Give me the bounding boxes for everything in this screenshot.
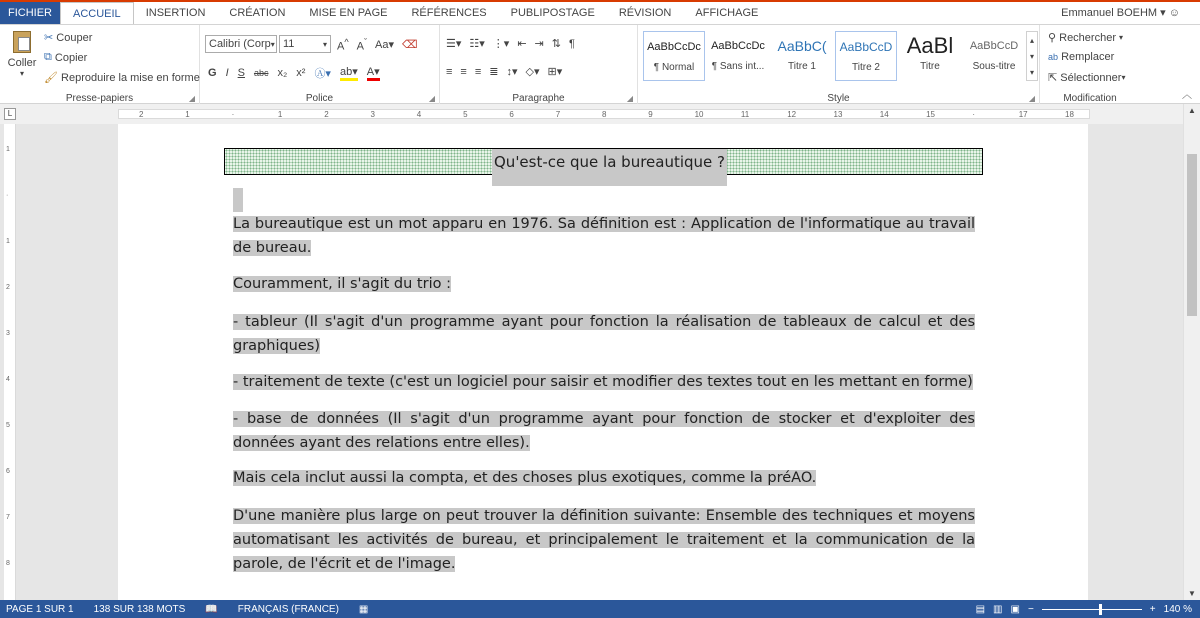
smiley-icon: ☺ xyxy=(1168,7,1180,19)
select-button[interactable] xyxy=(1048,71,1125,84)
tab-layout[interactable]: MISE EN PAGE xyxy=(309,7,388,19)
tab-references[interactable]: RÉFÉRENCES xyxy=(411,7,487,19)
style-sample: AaBbCcDc xyxy=(647,41,701,53)
group-styles xyxy=(638,25,1040,105)
copy-icon: ⧉ xyxy=(44,51,52,63)
tab-design[interactable]: CRÉATION xyxy=(229,7,286,19)
style-name: Titre 2 xyxy=(852,62,880,73)
vruler-tick-label: 5 xyxy=(6,422,10,429)
ruler-strip[interactable] xyxy=(118,109,1090,119)
tab-insert[interactable]: INSERTION xyxy=(145,7,206,19)
text-effects-icon[interactable]: Ⓐ▾ xyxy=(314,68,331,80)
editing-group-label: Modification xyxy=(1063,93,1117,104)
ruler-tick-label: 15 xyxy=(926,110,935,119)
chevron-down-icon: ▾ xyxy=(1119,33,1124,42)
ruler-tick-label: 9 xyxy=(648,110,653,119)
format-painter-button[interactable] xyxy=(44,71,200,84)
paragraph-5[interactable] xyxy=(233,407,975,455)
tab-view[interactable]: AFFICHAGE xyxy=(695,7,759,19)
vruler-tick-label: 3 xyxy=(6,330,10,337)
empty-paragraph xyxy=(233,188,243,212)
zoom-controls xyxy=(976,600,1192,618)
title-frame xyxy=(224,148,983,175)
paragraph-1[interactable] xyxy=(233,212,975,260)
style-sample: AaBl xyxy=(906,33,954,58)
borders-icon[interactable]: ⊞▾ xyxy=(547,66,563,78)
tab-file[interactable]: FICHIER xyxy=(0,2,60,24)
tab-selector-icon[interactable]: L xyxy=(4,108,16,120)
paragraph-text: - base de données (Il s'agit d'un programme ayant pour fonction de stocker et d'exploiter des données ayant des relations entre elles). xyxy=(233,411,975,451)
sort-icon[interactable]: ⇅ xyxy=(551,38,561,50)
clipboard-icon xyxy=(13,31,31,53)
shrink-font-icon[interactable]: $A^ˇ$ xyxy=(356,37,368,53)
more-icon[interactable]: ▾ xyxy=(1029,67,1034,77)
strikethrough-icon[interactable]: abc xyxy=(253,68,269,78)
styles-gallery-scroll[interactable] xyxy=(1026,31,1038,81)
ruler-tick-label: 1 xyxy=(277,110,283,119)
ruler-tick-label: 5 xyxy=(463,110,468,119)
chevron-down-icon: ▾ xyxy=(19,69,24,78)
ruler-tick-label: 6 xyxy=(509,110,514,119)
align-right-icon[interactable]: ≡ xyxy=(474,65,482,78)
scroll-down-icon[interactable]: ▼ xyxy=(1188,589,1196,598)
scissors-icon: ✂ xyxy=(44,32,54,44)
document-workspace xyxy=(0,124,1200,600)
vruler-tick-label: 4 xyxy=(6,376,10,383)
highlight-icon[interactable]: ab▾ xyxy=(340,65,358,81)
ruler-tick-label: 18 xyxy=(1065,110,1074,119)
ruler-tick-label: · xyxy=(231,110,235,119)
font-size-value: 11 xyxy=(283,38,295,50)
word-count[interactable]: 138 SUR 138 MOTS xyxy=(93,603,186,615)
user-name: Emmanuel BOEHM xyxy=(1061,7,1158,19)
style-subtitle[interactable] xyxy=(963,31,1025,81)
chevron-down-icon: ▾ xyxy=(270,39,275,49)
scrollbar-thumb[interactable] xyxy=(1187,154,1197,316)
vertical-ruler[interactable] xyxy=(4,124,16,600)
ruler-tick-label: · xyxy=(972,110,976,119)
font-group-label: Police xyxy=(305,93,334,104)
chevron-down-icon: ▾ xyxy=(1121,73,1126,82)
ruler-tick-label: 13 xyxy=(833,110,843,119)
replace-label: Remplacer xyxy=(1061,51,1115,63)
print-layout-icon[interactable]: ▥ xyxy=(993,603,1003,615)
select-label: Sélectionner xyxy=(1060,71,1122,84)
paragraph-tools-bottom xyxy=(446,65,562,78)
pilcrow-icon[interactable]: ¶ xyxy=(568,37,575,50)
paste-label: Coller xyxy=(7,57,37,69)
ruler-tick-label: 14 xyxy=(879,110,889,119)
group-paragraph xyxy=(440,25,638,105)
chevron-down-icon[interactable]: ▾ xyxy=(1029,51,1034,61)
paragraph-group-label: Paragraphe xyxy=(512,93,565,104)
cut-label: Couper xyxy=(56,31,93,44)
tab-mailings[interactable]: PUBLIPOSTAGE xyxy=(510,7,595,19)
document-page[interactable] xyxy=(118,124,1088,600)
scroll-up-icon[interactable]: ▲ xyxy=(1188,106,1196,115)
line-spacing-icon[interactable]: ↕▾ xyxy=(506,66,518,78)
binoculars-icon: ⚲ xyxy=(1048,32,1057,44)
cut-button[interactable] xyxy=(44,31,92,44)
chevron-down-icon: ▾ xyxy=(322,39,327,49)
paragraph-2[interactable] xyxy=(233,272,975,296)
ruler-tick-label: 10 xyxy=(694,110,704,119)
copy-button[interactable] xyxy=(44,51,87,64)
user-account[interactable] xyxy=(1061,6,1180,19)
style-name: ¶ Sans int... xyxy=(711,61,765,72)
paragraph-text: La bureautique est un mot apparu en 1976. Sa définition est : Application de l'informatique au travail de bureau. xyxy=(233,216,975,256)
subscript-icon[interactable]: x₂ xyxy=(277,67,288,79)
zoom-slider-knob[interactable] xyxy=(1099,604,1102,615)
paragraph-4[interactable] xyxy=(233,370,975,394)
underline-icon[interactable]: S xyxy=(237,67,245,79)
web-layout-icon[interactable]: ▣ xyxy=(1010,603,1020,615)
paintbrush-icon: 🖌 xyxy=(44,72,58,84)
ribbon xyxy=(0,24,1200,104)
ruler-tick-label: 3 xyxy=(370,110,375,119)
style-name: Titre 1 xyxy=(788,61,816,72)
font-size-tools xyxy=(337,37,418,53)
format-painter-label: Reproduire la mise en forme xyxy=(61,71,200,84)
language-indicator[interactable]: FRANÇAIS (FRANCE) xyxy=(237,603,339,615)
tab-home[interactable]: ACCUEIL xyxy=(60,2,134,25)
paragraph-text: - traitement de texte (c'est un logiciel pour saisir et modifier des textes tout en les mettant en forme) xyxy=(233,374,973,390)
vruler-tick-label: 1 xyxy=(6,238,10,245)
ruler-tick-label: 4 xyxy=(416,110,422,119)
ruler-tick-label: 17 xyxy=(1018,110,1028,119)
chevron-down-icon: ▾ xyxy=(1160,7,1166,19)
dialog-launcher-icon[interactable]: ◢ xyxy=(626,94,633,103)
grow-font-icon[interactable]: A^ xyxy=(337,37,349,53)
collapse-ribbon-icon[interactable]: ︿ xyxy=(1182,90,1192,101)
group-editing xyxy=(1040,25,1140,105)
style-name: Titre xyxy=(920,61,940,72)
increase-indent-icon[interactable]: ⇥ xyxy=(534,38,544,50)
horizontal-ruler xyxy=(0,104,1200,124)
font-size-box[interactable] xyxy=(279,35,331,53)
style-sample: AaBbCcD xyxy=(969,40,1019,52)
paragraph-3[interactable] xyxy=(233,310,975,358)
find-button[interactable] xyxy=(1048,31,1123,44)
clear-formatting-icon[interactable]: ⌫ xyxy=(402,39,418,52)
group-clipboard xyxy=(0,25,200,105)
justify-icon[interactable]: ≣ xyxy=(489,66,499,78)
paragraph-text: Mais cela inclut aussi la compta, et des choses plus exotiques, comme la préAO. xyxy=(233,470,817,486)
vruler-tick-label: 7 xyxy=(6,514,10,521)
document-title[interactable]: Qu'est-ce que la bureautique ? xyxy=(492,149,727,186)
ruler-tick-label: 11 xyxy=(740,110,750,119)
zoom-slider[interactable] xyxy=(1042,609,1142,610)
paragraph-text: Couramment, il s'agit du trio : xyxy=(233,276,451,292)
zoom-out-icon[interactable]: − xyxy=(1027,603,1034,615)
style-sample: AaBbCcD xyxy=(839,40,893,54)
paragraph-text: - tableur (Il s'agit d'un programme ayant pour fonction la réalisation de tableaux de calcul et des graphiques) xyxy=(233,314,975,354)
paragraph-tools-top xyxy=(446,37,575,50)
ruler-tick-label: 1 xyxy=(185,110,190,119)
zoom-level[interactable]: 140 % xyxy=(1163,603,1192,615)
styles-group-label: Style xyxy=(827,93,850,104)
bullets-icon[interactable]: ☰▾ xyxy=(446,38,462,50)
style-sample: AaBbC( xyxy=(777,38,827,54)
ruler-tick-label: 2 xyxy=(139,110,144,119)
vruler-tick-label: 1 xyxy=(6,146,10,153)
ruler-tick-label: 2 xyxy=(324,110,329,119)
clipboard-group-label: Presse-papiers xyxy=(65,93,134,104)
font-name-box[interactable] xyxy=(205,35,277,53)
style-sample: AaBbCcDc xyxy=(711,40,765,52)
cursor-icon: ⇱ xyxy=(1048,72,1058,84)
vruler-tick-label: 8 xyxy=(6,560,10,567)
align-center-icon[interactable]: ≡ xyxy=(460,65,467,78)
vruler-tick-label: · xyxy=(6,192,9,199)
style-name: ¶ Normal xyxy=(653,62,695,73)
numbering-icon[interactable]: ☷▾ xyxy=(469,38,485,50)
tab-review[interactable]: RÉVISION xyxy=(618,7,672,19)
macro-icon[interactable]: ▦ xyxy=(358,603,369,615)
copy-label: Copier xyxy=(54,51,88,64)
style-no-spacing[interactable] xyxy=(707,31,769,81)
font-color-icon[interactable]: A▾ xyxy=(367,65,380,81)
style-heading-2[interactable] xyxy=(835,31,897,81)
paste-button[interactable] xyxy=(8,31,36,78)
status-bar xyxy=(0,600,1200,618)
replace-icon: ab xyxy=(1048,52,1059,62)
shading-icon[interactable]: ◇▾ xyxy=(525,66,540,78)
page-count[interactable]: PAGE 1 SUR 1 xyxy=(6,603,74,615)
paragraph-7[interactable] xyxy=(233,504,975,576)
decrease-indent-icon[interactable]: ⇤ xyxy=(517,38,527,50)
chevron-up-icon[interactable]: ▴ xyxy=(1029,35,1034,45)
vruler-tick-label: 6 xyxy=(6,468,10,475)
italic-icon[interactable]: I xyxy=(225,67,229,79)
dialog-launcher-icon[interactable]: ◢ xyxy=(1028,94,1035,103)
font-name-value: Calibri (Corp xyxy=(209,38,271,50)
style-normal[interactable] xyxy=(643,31,705,81)
bold-icon[interactable]: G xyxy=(208,67,217,79)
ruler-tick-label: 7 xyxy=(555,110,561,119)
dialog-launcher-icon[interactable]: ◢ xyxy=(188,94,195,103)
vruler-tick-label: 2 xyxy=(6,284,10,291)
ruler-tick-label: 12 xyxy=(787,110,797,119)
replace-button[interactable] xyxy=(1048,51,1114,63)
multilevel-list-icon[interactable]: ⋮▾ xyxy=(492,38,510,50)
dialog-launcher-icon[interactable]: ◢ xyxy=(428,94,435,103)
font-format-tools xyxy=(208,65,380,81)
proofing-icon[interactable]: 📖 xyxy=(205,603,218,615)
paragraph-text: D'une manière plus large on peut trouver la définition suivante: Ensemble des techniques et moyens automatisant les activités de bureau, et principalement le traitement et la communication de la parole, de l'écrit et de l'image. xyxy=(233,508,975,572)
align-left-icon[interactable]: ≡ xyxy=(446,65,453,78)
ruler-tick-label: 8 xyxy=(602,110,607,119)
ribbon-tabs xyxy=(0,2,1200,24)
style-heading-1[interactable] xyxy=(771,31,833,81)
group-font xyxy=(200,25,440,105)
style-title[interactable] xyxy=(899,31,961,81)
style-name: Sous-titre xyxy=(972,61,1016,72)
read-mode-icon[interactable]: ▤ xyxy=(975,603,986,615)
superscript-icon[interactable]: x² xyxy=(296,67,306,79)
paragraph-6[interactable] xyxy=(233,466,975,490)
vertical-scrollbar[interactable] xyxy=(1183,104,1200,600)
find-label: Rechercher xyxy=(1059,31,1116,44)
change-case-icon[interactable]: Aa▾ xyxy=(375,39,395,52)
zoom-in-icon[interactable]: + xyxy=(1149,603,1156,615)
